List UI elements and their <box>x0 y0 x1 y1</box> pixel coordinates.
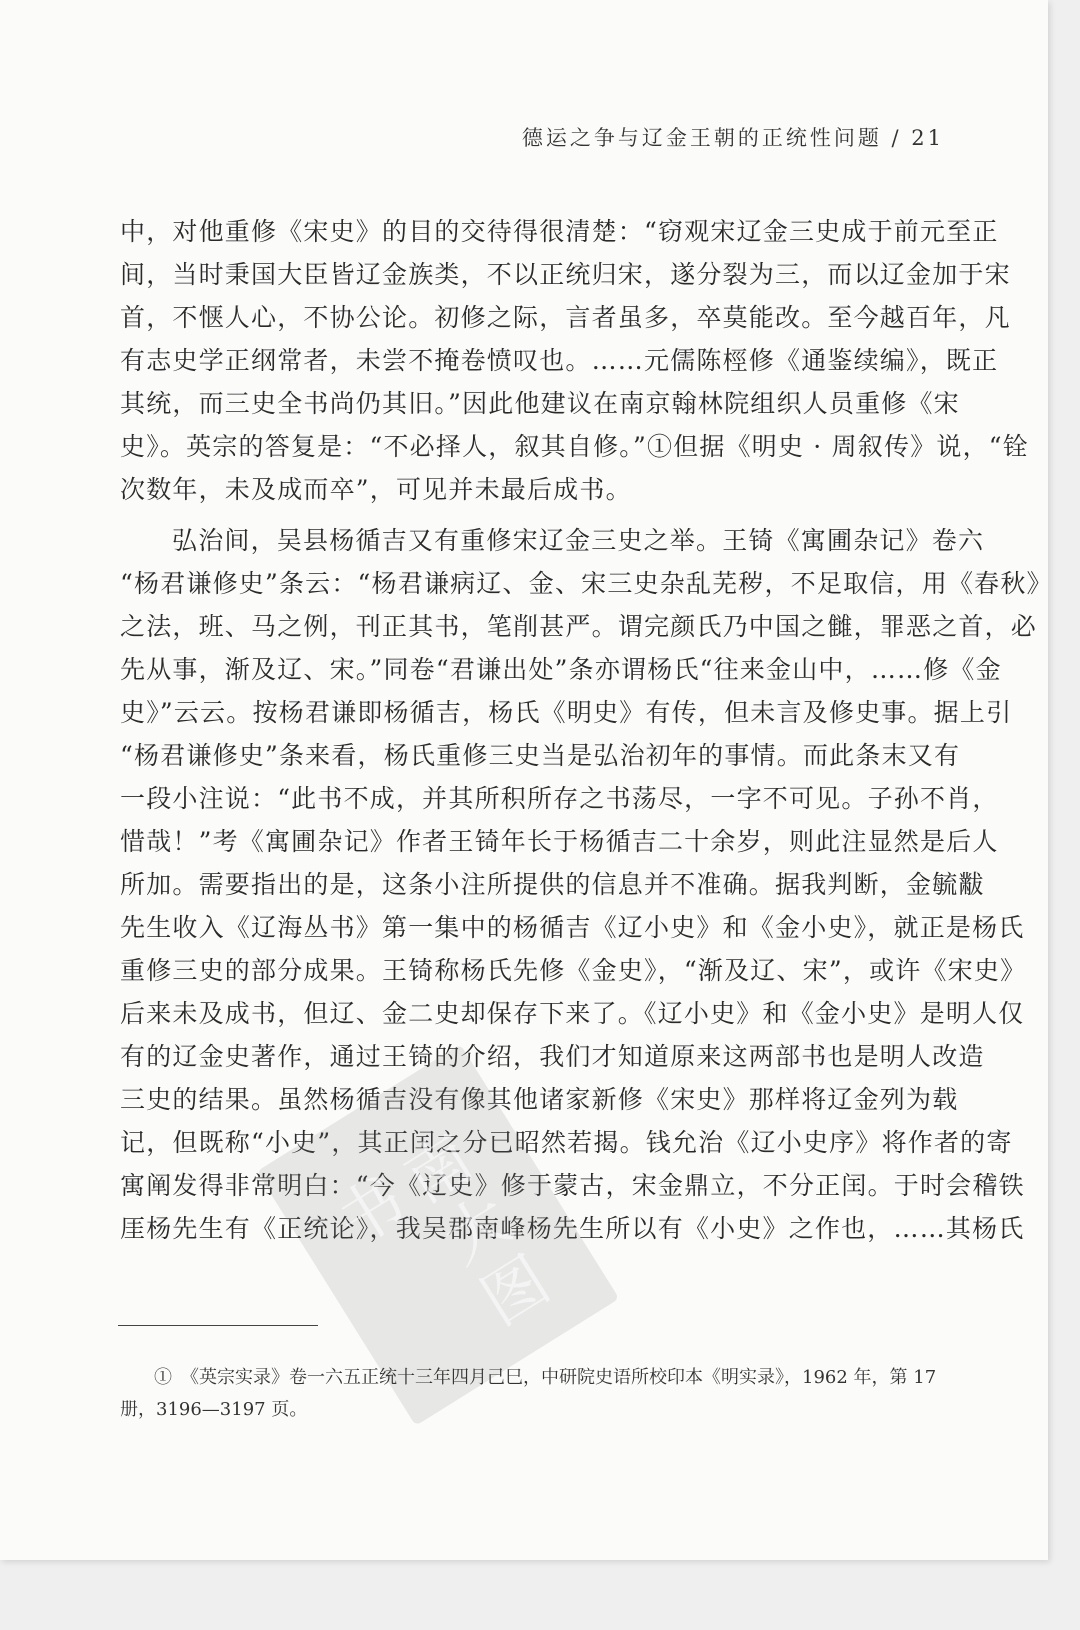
text-line: 后来未及成书，但辽、金二史却保存下来了。《辽小史》和《金小史》是明人仅 <box>120 999 1025 1028</box>
footnote-line: ① 《英宗实录》卷一六五正统十三年四月己巳，中研院史语所校印本《明实录》，1962 年，第 17 <box>154 1367 937 1388</box>
text-line: 惜哉！”考《寓圃杂记》作者王锜年长于杨循吉二十余岁，则此注显然是后人 <box>120 827 999 856</box>
text-line: 记，但既称“小史”，其正闰之分已昭然若揭。钱允治《辽小史序》将作者的寄 <box>120 1128 1013 1157</box>
stamp-text: 南大图书 <box>316 1123 562 1346</box>
text-line: 寓阐发得非常明白：“今《辽史》修于蒙古，宋金鼎立，不分正闰。于时会稽铁 <box>120 1171 1025 1200</box>
text-line: 间，当时秉国大臣皆辽金族类，不以正统归宋，遂分裂为三，而以辽金加于宋 <box>120 260 1011 289</box>
text-line: 所加。需要指出的是，这条小注所提供的信息并不准确。据我判断，金毓黻 <box>120 870 985 899</box>
text-line: 重修三史的部分成果。王锜称杨氏先修《金史》，“渐及辽、宋”，或许《宋史》 <box>120 956 1027 985</box>
footnote-line: 册，3196—3197 页。 <box>120 1399 308 1420</box>
text-line: 史》”云云。按杨君谦即杨循吉，杨氏《明史》有传，但未言及修史事。据上引 <box>120 698 1013 727</box>
text-line: “杨君谦修史”条来看，杨氏重修三史当是弘治初年的事情。而此条末又有 <box>120 741 961 770</box>
text-line: 先从事，渐及辽、宋。”同卷“君谦出处”条亦谓杨氏“往来金山中，……修《金 <box>120 655 1002 684</box>
text-line: 史》。英宗的答复是：“不必择人，叙其自修。”①但据《明史 · 周叙传》说，“铨 <box>120 432 1029 461</box>
text-line: 次数年，未及成而卒”，可见并未最后成书。 <box>120 475 632 504</box>
text-line: 首，不惬人心，不协公论。初修之际，言者虽多，卒莫能改。至今越百年，凡 <box>120 303 1011 332</box>
running-head: 德运之争与辽金王朝的正统性问题 / 21 <box>521 126 944 150</box>
text-line: 弘治间，吴县杨循吉又有重修宋辽金三史之举。王锜《寓圃杂记》卷六 <box>172 526 985 555</box>
main-text <box>120 210 1053 1250</box>
text-line: 一段小注说：“此书不成，并其所积所存之书荡尽，一字不可见。子孙不肖， <box>120 784 999 813</box>
text-line: 先生收入《辽海丛书》第一集中的杨循吉《辽小史》和《金小史》，就正是杨氏 <box>120 913 1025 942</box>
text-line: 中，对他重修《宋史》的目的交待得很清楚：“窃观宋辽金三史成于前元至正 <box>120 217 999 246</box>
text-line: 三史的结果。虽然杨循吉没有像其他诸家新修《宋史》那样将辽金列为载 <box>120 1085 959 1114</box>
text-line: 有志史学正纲常者，未尝不掩卷愤叹也。……元儒陈桱修《通鉴续编》，既正 <box>120 346 999 375</box>
text-line: 之法，班、马之例，刊正其书，笔削甚严。谓完颜氏乃中国之雠，罪恶之首，必 <box>120 612 1038 641</box>
text-line: 有的辽金史著作，通过王锜的介绍，我们才知道原来这两部书也是明人改造 <box>120 1042 985 1071</box>
footnote <box>120 1362 942 1426</box>
text-line: “杨君谦修史”条云：“杨君谦病辽、金、宋三史杂乱芜秽，不足取信，用《春秋》 <box>120 569 1053 598</box>
text-line: 厓杨先生有《正统论》，我吴郡南峰杨先生所以有《小史》之作也，……其杨氏 <box>120 1214 1025 1243</box>
text-line: 其统，而三史全书尚仍其旧。”因此他建议在南京翰林院组织人员重修《宋 <box>120 389 960 418</box>
footnote-separator <box>118 1325 318 1326</box>
